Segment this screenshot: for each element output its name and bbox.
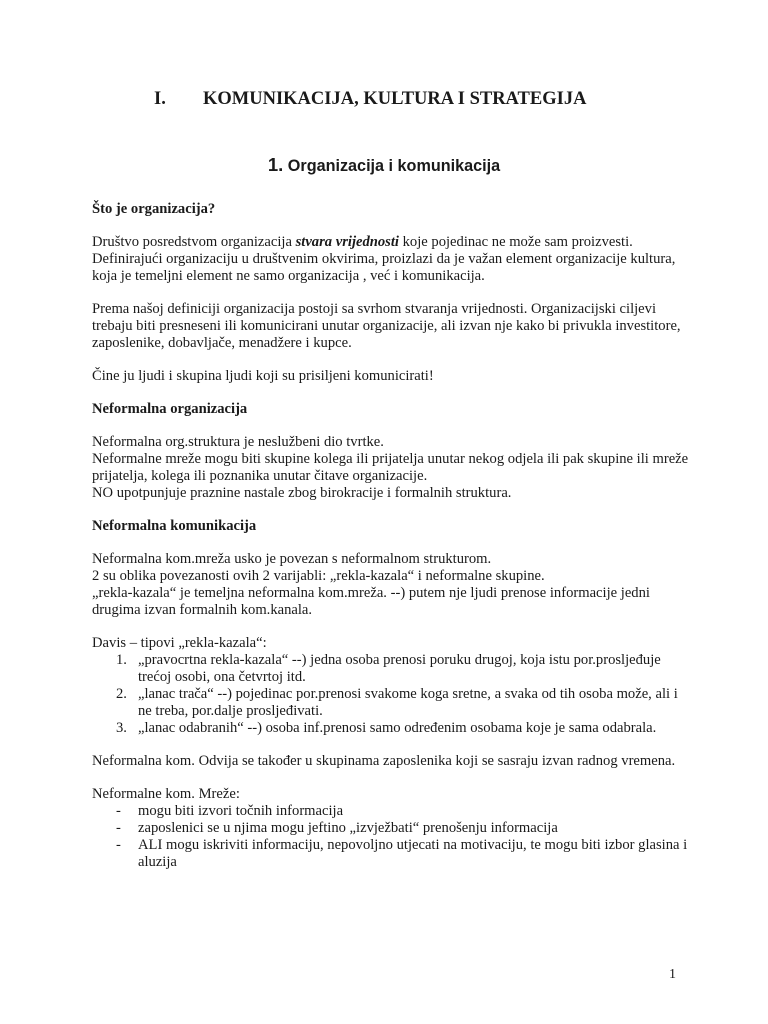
section-heading: Organizacija i komunikacija: [287, 157, 501, 175]
list-item-text: mogu biti izvori točnih informacija: [138, 803, 344, 819]
heading-sto-je-organizacija: Što je organizacija?: [92, 201, 216, 217]
list-item: [92, 720, 692, 737]
paragraph-definicija: Prema našoj definiciji organizacija postoji sa svrhom stvaranja vrijednosti. Organizacijski ciljevi trebaju biti presneseni ili komunicirani unutar organizacije, ali izvan nje kako bi privukla investitore, zaposlenike, dobavljače, menadžere i kupce.: [92, 301, 681, 351]
davis-intro: Davis – tipovi „rekla-kazala“:: [92, 635, 267, 651]
emphasis-stvara-vrijednosti: stvara vrijednosti: [295, 234, 399, 250]
chapter-heading: KOMUNIKACIJA, KULTURA I STRATEGIJA: [203, 89, 587, 109]
list-item: [92, 820, 692, 837]
paragraph-drustvo: [92, 234, 692, 285]
list-item: [92, 803, 692, 820]
list-item-text: ALI mogu iskriviti informaciju, nepovoljno utjecati na motivaciju, te mogu biti izbor glasina i aluzija: [138, 837, 688, 870]
list-item-text: „lanac trača“ --) pojedinac por.prenosi svakome koga sretne, a svaka od tih osoba može, ali i ne treba, por.dalje prosljeđivati.: [138, 686, 678, 719]
text-run: koje pojedinac ne može sam proizvesti. Definirajući organizaciju u društvenim okvirima, proizlazi da je važan element organizacije kultura, koja je temeljni element ne samo organizacija , već i komunikacija.: [92, 234, 676, 284]
mreze-list: [92, 803, 692, 871]
list-item: [92, 652, 692, 686]
list-marker: 1.: [116, 652, 127, 668]
paragraph-line: Neformalna org.struktura je neslužbeni dio tvrtke.: [92, 434, 384, 450]
section-title: [0, 155, 768, 176]
list-marker: 3.: [116, 720, 127, 736]
paragraph-line: Neformalna kom.mreža usko je povezan s neformalnom strukturom.: [92, 551, 492, 567]
list-item-text: „lanac odabranih“ --) osoba inf.prenosi samo određenim osobama koje je sama odabrala.: [138, 720, 657, 736]
list-marker: -: [116, 803, 121, 819]
list-item-text: zaposlenici se u njima mogu jeftino „izvježbati“ prenošenju informacija: [138, 820, 558, 836]
list-marker: 2.: [116, 686, 127, 702]
list-item-text: „pravocrtna rekla-kazala“ --) jedna osoba prenosi poruku drugoj, koja istu por.prosljeđuje trećoj osobi, ona četvrtoj itd.: [138, 652, 661, 685]
list-item: [92, 686, 692, 720]
heading-neformalna-komunikacija: Neformalna komunikacija: [92, 518, 257, 534]
section-number: 1.: [267, 154, 284, 175]
heading-neformalna-organizacija: Neformalna organizacija: [92, 401, 248, 417]
list-marker: -: [116, 820, 121, 836]
chapter-number: I.: [154, 89, 166, 109]
text-run: Društvo posredstvom organizacija: [92, 234, 296, 250]
page-number: 1: [669, 967, 676, 982]
list-item: [92, 837, 692, 871]
davis-list: [92, 652, 692, 737]
paragraph-line: „rekla-kazala“ je temeljna neformalna kom.mreža. --) putem nje ljudi prenose informacije jedni drugima izvan formalnih kom.kanala.: [92, 585, 650, 618]
list-marker: -: [116, 837, 121, 853]
paragraph-cine-ju: Čine ju ljudi i skupina ljudi koji su prisiljeni komunicirati!: [92, 368, 434, 384]
paragraph-line: 2 su oblika povezanosti ovih 2 varijabli: „rekla-kazala“ i neformalne skupine.: [92, 568, 545, 584]
mreze-intro: Neformalne kom. Mreže:: [92, 786, 240, 802]
document-body: [92, 201, 692, 871]
paragraph-skupine: Neformalna kom. Odvija se također u skupinama zaposlenika koji se sasraju izvan radnog vremena.: [92, 753, 676, 769]
paragraph-line: NO upotpunjuje praznine nastale zbog birokracije i formalnih struktura.: [92, 485, 512, 501]
paragraph-line: Neformalne mreže mogu biti skupine kolega ili prijatelja unutar nekog odjela ili pak skupine ili mreže prijatelja, kolega ili poznanika unutar čitave organizacije.: [92, 451, 689, 484]
